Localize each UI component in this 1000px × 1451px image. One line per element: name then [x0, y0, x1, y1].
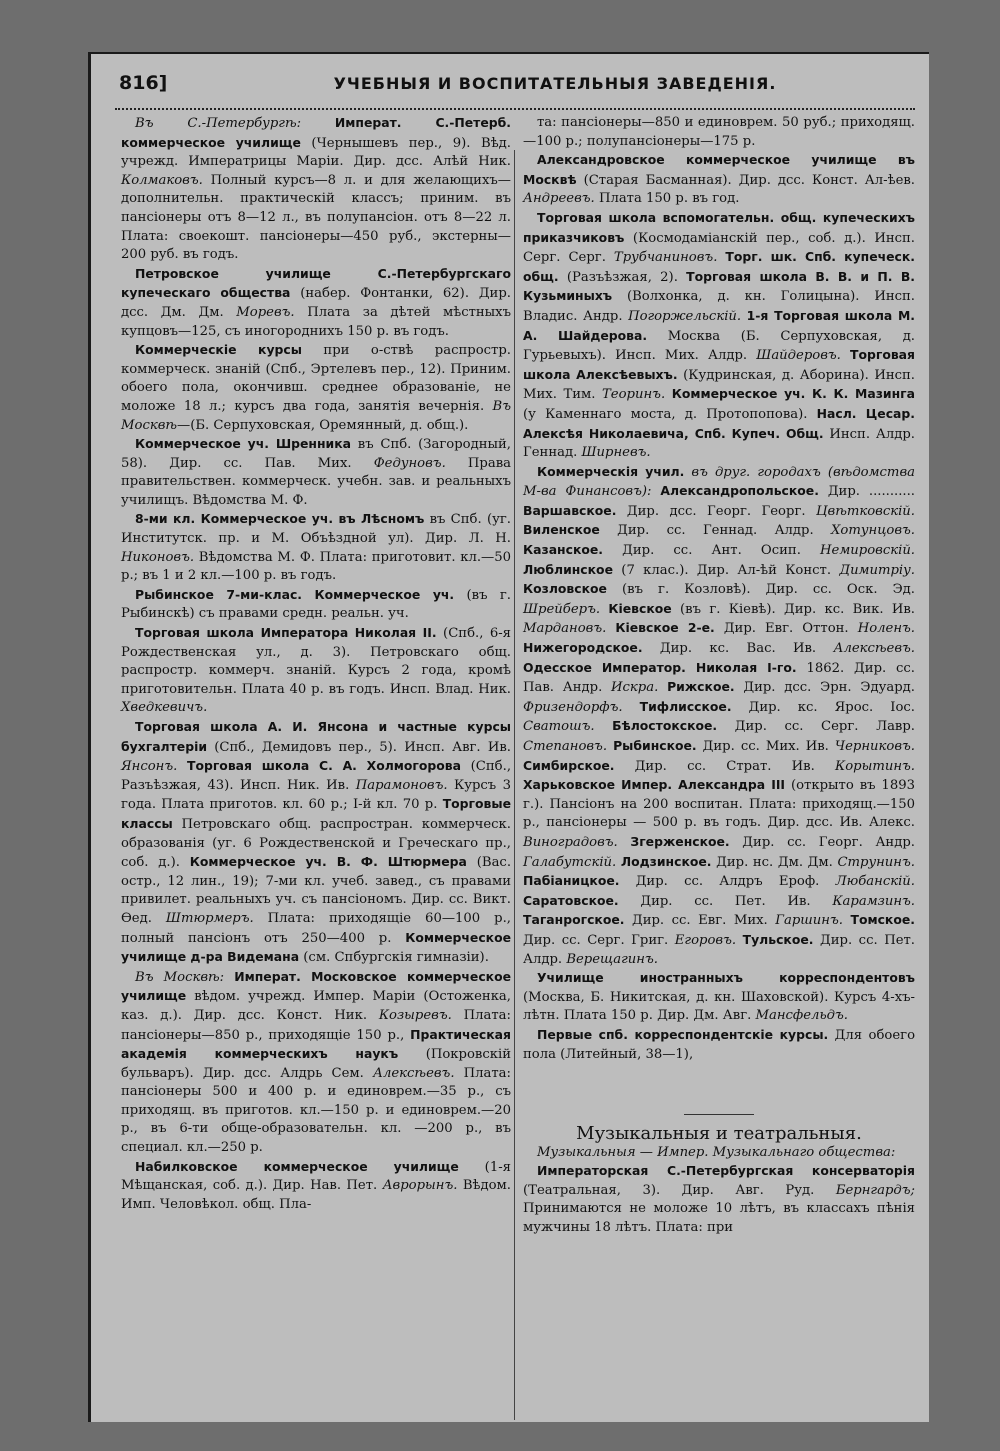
italic-name: Федуновъ.	[373, 455, 446, 471]
institution-name: Рижское.	[667, 679, 735, 695]
italic-name: Гаршинъ.	[775, 913, 843, 929]
institution-name: Коммерческія учил.	[537, 463, 685, 479]
institution-name: Тульское.	[742, 931, 814, 947]
italic-name: Штюрмеръ.	[165, 910, 254, 926]
entry-paragraph	[523, 969, 915, 1026]
entry-text: Плата: пансіонеры—850 р., приходящіе 150 р.,	[121, 1007, 511, 1043]
institution-name: Первые спб. корреспондентскіе курсы.	[537, 1026, 829, 1042]
institution-name: Коммерческое училище д-ра Видемана	[121, 929, 511, 965]
institution-name: Петровское училище С.-Петербургскаго купеческаго общества	[121, 265, 511, 301]
italic-name: Цвѣтковскій.	[816, 503, 915, 519]
entry-text	[623, 700, 640, 715]
entry-text	[618, 835, 631, 850]
italic-name: Ноленъ.	[857, 621, 915, 637]
institution-name: Коммерческое уч. К. К. Мазинга	[671, 386, 915, 402]
institution-name: Рыбинское 7-ми-клас. Коммерческое уч.	[135, 586, 455, 602]
section-separator	[684, 1114, 754, 1115]
italic-name: въ друг. городахъ (вѣдомства М-ва Финансовъ):	[523, 464, 915, 500]
entry-text: (Разъѣзжая, 2).	[558, 269, 687, 285]
entry-text: (Космодаміанскій пер., соб. д.). Инсп. Серг. Серг.	[523, 230, 915, 266]
entry-paragraph	[121, 435, 511, 510]
entry-text: (въ г. Рыбинскѣ) съ правами средн. реальн. уч.	[121, 587, 511, 622]
entry-text: (открыто въ 1893 г.). Пансіонъ на 200 воспитан. Плата: приходящ.—150 р., пансіонеры — 500 р. въ годъ. Дир. дсс. Ив. Алекс.	[523, 778, 915, 831]
entry-text: (Покровскій бульваръ). Дир. дсс. Алдрь Сем.	[121, 1047, 511, 1081]
music-section-entries	[523, 1144, 915, 1238]
institution-name: Козловское	[523, 581, 607, 597]
italic-name: Хотунцовъ.	[831, 523, 915, 539]
italic-name: Музыкальныя — Импер. Музыкальнаго общества:	[537, 1144, 896, 1160]
entry-text: Плата: пансіонеры 500 и 400 р. и единоврем.—35 р., съ приходящ. въ приготов. кл.—150 р. и единоврем.—20 р., въ 6-ти обще-образовательн. кл. —200 р., въ специал. кл.—250 р.	[121, 1065, 511, 1156]
entry-text: Дир. нс. Дм. Дм.	[711, 854, 838, 870]
italic-name: Въ Москвѣ:	[135, 969, 235, 985]
institution-name: Тифлисское.	[639, 698, 732, 714]
institution-name: Практическая академія коммерческихъ наукъ	[121, 1026, 511, 1062]
column-divider	[514, 150, 515, 1420]
section-spacer	[523, 1064, 915, 1108]
entry-text: Дир. сс. Евг. Мих.	[624, 913, 776, 929]
entry-text: (Вас. остр., 12 лин., 19); 7-ми кл. учеб. завед., съ правами привилет. реальныхъ уч. съ пансіономъ. Дир. сс. Викт. Ѳед.	[121, 855, 512, 926]
entry-text: (набер. Фонтанки, 62). Дир. дсс. Дм. Дм.	[121, 286, 511, 320]
entry-paragraph	[121, 718, 511, 968]
institution-name: Александропольское.	[660, 483, 819, 499]
italic-name: Галабутскій.	[523, 854, 617, 870]
institution-name: Коммерческое уч. Шренника	[135, 436, 351, 452]
institution-name: Торговая школа Императора Николая II.	[135, 625, 437, 641]
italic-name: Мансфельдъ.	[755, 1008, 848, 1024]
entry-paragraph	[523, 209, 915, 463]
italic-name: Шрейберъ.	[523, 601, 601, 617]
entry-text: Вѣдомства М. Ф. Плата: приготовит. кл.—50 р.; въ 1 и 2 кл.—100 р. въ годъ.	[121, 549, 511, 584]
institution-name: Насл. Цесар. Алексѣя Николаевича, Спб. Купеч. Общ.	[523, 405, 915, 441]
running-title: УЧЕБНЫЯ И ВОСПИТАТЕЛЬНЫЯ ЗАВЕДЕНІЯ.	[333, 74, 777, 93]
page-number: 816]	[119, 72, 168, 94]
italic-name: Степановъ.	[523, 739, 608, 754]
italic-name: Струнинъ.	[837, 854, 915, 870]
italic-name: Димитріу.	[839, 562, 915, 578]
italic-name: Моревъ.	[236, 304, 295, 320]
institution-name: 1-я Торговая школа М. А. Шайдерова.	[523, 307, 915, 343]
left-column	[121, 114, 511, 1214]
italic-name: Аврорынъ.	[382, 1178, 458, 1194]
entry-text: Петровскаго общ. распростран. коммерческ. образованія (уг. 6 Рождественской и Греческаго пр., соб. д.).	[121, 816, 511, 871]
entry-text: Полный курсъ—8 л. и для желающихъ—дополнительн. практическій классъ; приним. въ пансіонеры отъ 8—12 л., въ полупансіон. отъ 8—22 л. Плата: своекошт. пансіонеры—450 руб., экстерны—200 руб. въ годъ.	[121, 172, 511, 263]
right-column	[523, 114, 915, 1238]
institution-name: Саратовское.	[523, 892, 619, 908]
institution-name: Харьковское Импер. Александра III	[523, 777, 786, 793]
entry-text: (7 клас.). Дир. Ал-ѣй Конст.	[612, 562, 840, 578]
institution-name: 8-ми кл. Коммерческое уч. въ Лѣсномъ	[135, 511, 425, 527]
italic-name: Корытинъ.	[835, 758, 915, 774]
institution-name: Томское.	[850, 912, 915, 928]
institution-name: Симбирское.	[523, 757, 615, 773]
italic-name: Колмаковъ.	[121, 172, 203, 188]
italic-name: Мардановъ.	[523, 621, 607, 637]
entry-paragraph	[121, 265, 511, 341]
institution-name: Варшавское.	[523, 502, 617, 518]
entry-text: Дир. ...........	[818, 484, 915, 500]
italic-name: Въ С.-Петербургѣ:	[135, 116, 335, 131]
italic-name: Карамзинъ.	[832, 893, 915, 909]
entry-text: Дир. сс. Пет. Алдр.	[523, 932, 915, 967]
institution-name: Торговая школа В. В. и П. В. Кузьминыхъ	[523, 268, 916, 304]
institution-name: Императорская С.-Петербургская консерваторія	[537, 1163, 915, 1179]
institution-name: Люблинское	[523, 561, 613, 577]
book-page	[88, 52, 929, 1422]
italic-name: Въ Москвѣ	[121, 398, 511, 433]
italic-name: Егоровъ.	[674, 932, 737, 948]
institution-name: Згерженское.	[630, 833, 730, 849]
entry-text: Права правительствен. коммерческ. учебн. зав. и реальныхъ училищъ. Вѣдомства М. Ф.	[121, 455, 511, 508]
section-heading: Музыкальныя и театральныя.	[576, 1123, 862, 1145]
institution-name: Торг. шк. Спб. купеческ. общ.	[523, 249, 915, 284]
italic-name: Алексѣевъ.	[833, 641, 915, 657]
entry-text: въ Спб. (уг. Институтск. пр. и М. Объѣздной ул). Дир. Л. Н.	[121, 512, 511, 547]
entry-text: (Кудринская, д. Аборина). Инсп. Мих. Тим.	[523, 367, 916, 403]
entry-text: Дир. кс. Вас. Ив.	[642, 641, 834, 657]
entry-paragraph	[121, 510, 511, 585]
entry-text: вѣдом. учрежд. Импер. Маріи (Остоженка, каз. д.). Дир. дсс. Конст. Ник.	[121, 989, 511, 1023]
institution-name: Пабіаницкое.	[523, 873, 620, 889]
italic-name: Черниковъ.	[834, 739, 915, 754]
entry-text: Инсп. Алдр. Геннад.	[523, 426, 915, 461]
institution-name: Кіевское	[608, 600, 672, 616]
entry-paragraph	[523, 1026, 915, 1064]
italic-name: Бернгардъ;	[835, 1182, 915, 1198]
entry-text: (см. Спбургскія гимназіи).	[299, 950, 489, 966]
entry-paragraph	[523, 1162, 915, 1237]
entry-text: при о-ствѣ распростр. коммерческ. знаній (Спб., Эртелевъ пер., 12). Приним. обоего пола, окончивш. среднее образованіе, не моложе 18 л.; курсъ два года, занятія вечернія.	[121, 343, 511, 414]
entry-paragraph	[121, 1158, 511, 1215]
italic-name: Теоринъ.	[602, 387, 666, 403]
entry-text: Дир. сс. Страт. Ив.	[614, 758, 835, 774]
entry-text: Принимаются не моложе 10 лѣтъ, въ классахъ пѣнія мужчины 18 лѣтъ. Плата: при	[523, 1201, 915, 1236]
entry-text: (Спб., Разъѣзжая, 43). Инсп. Ник. Ив.	[121, 759, 512, 793]
entry-text: Дир. дсс. Эрн. Эдуард.	[734, 680, 915, 696]
italic-name: Фризендорфъ.	[523, 699, 623, 715]
entry-text: Вѣдом. Имп. Человѣкол. общ. Пла-	[121, 1178, 511, 1212]
entry-paragraph	[121, 586, 511, 624]
entry-text	[177, 759, 187, 774]
entry-text: (Спб., Демидовъ пер., 5). Инсп. Авг. Ив.	[207, 739, 511, 755]
entry-text: (Театральная, 3). Дир. Авг. Руд.	[523, 1182, 836, 1198]
entry-text: 1862. Дир. сс. Пав. Андр.	[523, 660, 915, 696]
institution-name: Кіевское 2-е.	[615, 620, 715, 636]
entry-text: Плата 150 р. въ год.	[594, 191, 740, 207]
italic-name: Искра.	[611, 680, 659, 696]
entry-text: (Спб., 6-я Рождественская ул., д. 3). Петровскаго общ. распростр. коммерч. знаній. Курсъ 2 года, кромѣ приготовительн. Плата 40 р. въ годъ. Инсп. Влад. Ник.	[121, 626, 511, 697]
entry-text: та: пансіонеры—850 и единоврем. 50 руб.; приходящ.—100 р.; полупансіонеры—175 р.	[523, 115, 915, 149]
entry-text: (Волхонка, д. кн. Голицына). Инсп. Владис. Андр.	[523, 289, 915, 324]
entry-text	[841, 348, 850, 363]
entry-text: Дир. Евг. Оттон.	[714, 621, 858, 637]
entry-paragraph	[523, 114, 915, 151]
entry-text: (въ г. Кіевѣ). Дир. кс. Вик. Ив.	[671, 601, 915, 617]
entry-paragraph	[121, 341, 511, 435]
entry-paragraph	[523, 463, 915, 969]
institution-name: Виленское	[523, 522, 600, 538]
entry-text: (Старая Басманная). Дир. дсс. Конст. Ал-ѣев.	[576, 172, 915, 188]
entry-text: Дир. сс. Серг. Лавр.	[717, 719, 915, 735]
institution-name: Торговая школа Алексѣевыхъ.	[523, 347, 915, 382]
italic-name: Парамоновъ.	[355, 777, 448, 793]
institution-name: Одесское Император. Николая I-го.	[523, 659, 797, 675]
institution-name: Нижегородское.	[523, 640, 643, 656]
entry-text: Дир. сс. Мих. Ив.	[696, 739, 835, 754]
italic-name: Алексѣевъ.	[372, 1065, 455, 1081]
entry-text: Дир. сс. Геннад. Алдр.	[599, 523, 832, 539]
institution-name: Набилковское коммерческое училище	[135, 1158, 459, 1174]
entry-text: Курсъ 3 года. Плата приготов. кл. 60 р.; I-й кл. 70 р.	[121, 777, 511, 813]
italic-name: Трубчаниновъ.	[613, 250, 718, 266]
entry-text	[658, 680, 667, 695]
institution-name: Таганрогское.	[523, 912, 625, 928]
institution-name: Императ. С.-Петерб. коммерческое училище	[121, 115, 511, 150]
institution-name: Коммерческое уч. В. Ф. Штюрмера	[189, 854, 467, 870]
entry-text: Дир. дсс. Георг. Георг.	[616, 503, 817, 519]
italic-name: Сватошъ.	[523, 719, 595, 735]
entry-text: —(Б. Серпуховская, Оремянный, д. общ.).	[177, 417, 469, 433]
entry-paragraph	[121, 968, 511, 1158]
italic-name: Никоновъ.	[121, 549, 195, 565]
entry-text	[595, 719, 613, 734]
entry-text: (въ г. Козловѣ). Дир. сс. Оск. Эд.	[606, 582, 915, 598]
institution-name: Рыбинское.	[613, 738, 697, 753]
entry-text: (Москва, Б. Никитская, д. кн. Шаховской). Курсъ 4-хъ-лѣтн. Плата 150 р. Дир. Дм. Авг.	[523, 989, 915, 1024]
italic-name: Верещагинъ.	[566, 951, 658, 967]
italic-name: Шайдеровъ.	[756, 348, 841, 364]
entry-paragraph	[523, 1144, 915, 1163]
italic-name: Козыревъ.	[378, 1007, 452, 1023]
italic-name: Янсонъ.	[121, 759, 178, 775]
italic-name: Андреевъ.	[523, 191, 595, 207]
italic-name: Погоржельскій.	[628, 308, 742, 324]
italic-name: Любанскій.	[835, 874, 915, 890]
institution-name: Бѣлостокское.	[612, 718, 718, 734]
entry-text: (у Каменнаго моста, д. Протопопова).	[523, 406, 817, 422]
institution-name: Императ. Московское коммерческое училище	[121, 968, 511, 1004]
entry-text	[843, 913, 851, 928]
entry-text: Дир. кс. Ярос. Іос.	[731, 699, 915, 715]
entry-text: Для обоего пола (Литейный, 38—1),	[523, 1027, 916, 1062]
institution-name: Училище иностранныхъ корреспондентовъ	[537, 970, 915, 986]
institution-name: Александровское коммерческое училище въ Москвѣ	[523, 152, 915, 187]
entry-text: въ Спб. (Загородный, 58). Дир. сс. Пав. Мих.	[121, 437, 511, 471]
page-header	[119, 72, 911, 106]
institution-name: Торговая школа А. И. Янсона и частные курсы бухгалтеріи	[121, 719, 511, 754]
italic-name: Виноградовъ.	[523, 834, 618, 850]
entry-text: Дир. сс. Серг. Григ.	[523, 932, 675, 948]
italic-name: Хведкевичъ.	[121, 700, 208, 716]
entry-text: Дир. сс. Алдръ Ероф.	[619, 874, 836, 890]
institution-name: Коммерческіе курсы	[135, 342, 302, 358]
entry-text: (Чернышевъ пер., 9). Вѣд. учрежд. Императрицы Маріи. Дир. дсс. Алѣй Ник.	[121, 135, 511, 170]
institution-name: Казанское.	[523, 542, 603, 558]
entry-text: Дир. сс. Георг. Андр.	[729, 834, 915, 850]
entry-text: Плата: приходящіе 60—100 р., полный пансіонъ отъ 250—400 р.	[121, 910, 511, 946]
entry-paragraph	[523, 151, 915, 209]
institution-name: Лодзинское.	[620, 853, 712, 869]
institution-name: Торговые классы	[121, 796, 511, 831]
entry-text: Дир. сс. Ант. Осип.	[603, 543, 821, 559]
entry-text: (1-я Мѣщанская, соб. д.). Дир. Нав. Пет.	[121, 1159, 511, 1194]
entry-paragraph	[121, 114, 511, 265]
entry-paragraph	[121, 624, 511, 718]
institution-name: Торговая школа вспомогательн. общ. купеческихъ приказчиковъ	[523, 209, 915, 245]
entry-text: Дир. сс. Пет. Ив.	[618, 893, 833, 909]
institution-name: Торговая школа С. А. Холмогорова	[187, 758, 462, 774]
italic-name: Немировскій.	[820, 543, 915, 559]
entry-text: Плата за дѣтей мѣстныхъ купцовъ—125, съ иногороднихъ 150 р. въ годъ.	[121, 304, 511, 339]
entry-text: Москва (Б. Серпуховская, д. Гурьевыхъ). Инсп. Мих. Алдр.	[523, 328, 915, 364]
right-column-entries	[523, 114, 915, 1064]
italic-name: Ширневъ.	[581, 445, 651, 461]
